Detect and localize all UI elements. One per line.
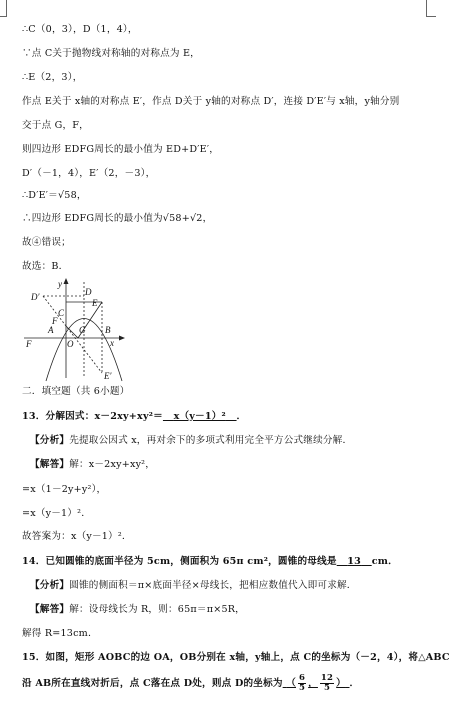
solution-line: 作点 E关于 x轴的对称点 E′，作点 D关于 y轴的对称点 D′，连接 D′E′与 x轴，y轴分别 bbox=[22, 96, 400, 107]
label-b: B bbox=[105, 325, 111, 335]
q13-stem-suffix: ． bbox=[236, 411, 247, 422]
q15-end: ． bbox=[349, 678, 360, 689]
q13-solution bbox=[30, 459, 155, 471]
corner-mark-right bbox=[426, 0, 427, 16]
corner-mark-left bbox=[6, 0, 7, 16]
q15-answer bbox=[283, 673, 350, 693]
label-y: y bbox=[58, 279, 62, 289]
q13-analysis bbox=[30, 435, 352, 447]
q14-answer-text: 13 bbox=[347, 556, 362, 567]
q14-solution-tag: 【解答】 bbox=[30, 604, 70, 615]
q14-solution bbox=[30, 604, 245, 616]
x-axis-arrow bbox=[119, 336, 125, 341]
q14-analysis-text: 圆锥的侧面积＝π×底面半径×母线长，把相应数值代入即可求解． bbox=[69, 580, 357, 591]
q14-stem-suffix: cm． bbox=[371, 556, 398, 567]
q15-open: （ bbox=[286, 678, 296, 689]
q14-solution-text: 解：设母线长为 R，则：65π＝π×5R， bbox=[69, 604, 245, 615]
q13-solution-line2: =x（1－2y+y²）， bbox=[22, 484, 107, 495]
q15-den1: 5 bbox=[299, 683, 306, 693]
q14-stem-prefix: 14．已知圆锥的底面半径为 5cm，侧面积为 65π cm²，圆锥的母线是 bbox=[22, 556, 337, 567]
solution-line: 交于点 G，F， bbox=[22, 120, 89, 131]
q14-analysis-tag: 【分析】 bbox=[30, 580, 70, 591]
q13-solution-line1: 解：x－2xy+xy²， bbox=[69, 459, 156, 470]
corner-mark-right-h bbox=[426, 16, 436, 17]
q15-comma: ， bbox=[308, 678, 318, 689]
label-a: A bbox=[48, 325, 54, 335]
section-heading: 二．填空题（共 6小题） bbox=[22, 386, 130, 397]
q14-stem bbox=[22, 556, 398, 568]
solution-line: ∴E（2，3）， bbox=[22, 72, 83, 83]
q14-answer bbox=[337, 556, 372, 567]
q13-stem bbox=[22, 411, 246, 423]
solution-line: 故选：B． bbox=[22, 261, 69, 272]
q15-den2: 5 bbox=[323, 683, 331, 693]
q14-final: 解得 R=13cm． bbox=[22, 628, 98, 639]
solution-line: 则四边形 EDFG周长的最小值为 ED+D′E′， bbox=[22, 144, 220, 155]
solution-line: ∵点 C关于抛物线对称轴的对称点为 E， bbox=[22, 48, 200, 59]
q13-answer-text: x（y－1）² bbox=[173, 411, 226, 422]
label-o: O bbox=[67, 339, 74, 349]
segment-f-g bbox=[66, 326, 78, 338]
q15-num2: 12 bbox=[320, 673, 334, 683]
solution-line: ∴C（0，3），D（1，4）， bbox=[22, 24, 138, 35]
q13-answer bbox=[163, 411, 237, 422]
solution-line: D′（－1，4），E′（2，－3）， bbox=[22, 168, 156, 179]
solution-line: ∴D′E′＝√58， bbox=[22, 190, 87, 201]
q13-final: 故答案为：x（y－1）²． bbox=[22, 531, 132, 542]
corner-mark-left-h bbox=[0, 16, 7, 17]
label-f-left: F bbox=[52, 316, 58, 326]
q15-line2 bbox=[22, 674, 359, 693]
label-f-axis: F bbox=[26, 339, 32, 349]
label-g: G bbox=[79, 325, 86, 335]
label-d-prime: D′ bbox=[31, 292, 40, 302]
q13-analysis-tag: 【分析】 bbox=[30, 435, 70, 446]
solution-line: ∴四边形 EDFG周长的最小值为√58+√2， bbox=[22, 213, 213, 224]
q15-close: ） bbox=[336, 678, 346, 689]
solution-line: 故④错误； bbox=[22, 237, 71, 248]
y-axis-arrow bbox=[64, 278, 69, 284]
q15-line2-prefix: 沿 AB所在直线对折后，点 C落在点 D处，则点 D的坐标为 bbox=[22, 678, 283, 689]
label-c: C bbox=[58, 308, 65, 318]
label-d: D bbox=[85, 287, 92, 297]
q15-num1: 6 bbox=[299, 673, 306, 683]
q13-solution-line3: =x（y－1）²． bbox=[22, 508, 91, 519]
label-e-prime: E′ bbox=[104, 371, 112, 381]
q15-line1: 15．如图，矩形 AOBC的边 OA，OB分别在 x轴，y轴上，点 C的坐标为（－2，4），将△ABC bbox=[22, 652, 450, 663]
q15-fraction-2 bbox=[320, 674, 334, 693]
q14-analysis bbox=[30, 580, 357, 592]
q13-solution-tag: 【解答】 bbox=[30, 459, 70, 470]
q13-analysis-text: 先提取公因式 x，再对余下的多项式利用完全平方公式继续分解． bbox=[69, 435, 353, 446]
label-x: x bbox=[110, 338, 114, 348]
q13-stem-prefix: 13．分解因式：x－2xy+xy²＝ bbox=[22, 411, 163, 422]
label-e: E bbox=[92, 298, 98, 308]
parabola-figure bbox=[22, 278, 132, 382]
q15-fraction-1 bbox=[298, 674, 306, 693]
